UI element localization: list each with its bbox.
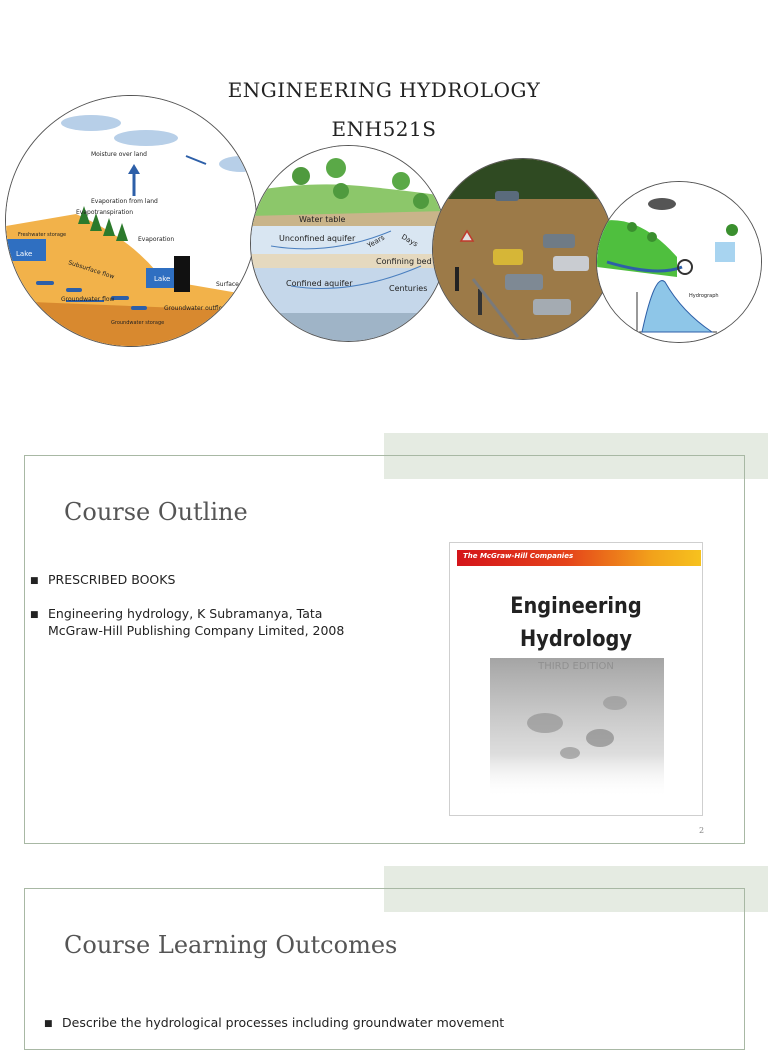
wc-groundwater-flow-label: Groundwater flow xyxy=(61,296,115,303)
list-item xyxy=(30,571,370,590)
list-item xyxy=(30,605,375,639)
title-slide xyxy=(0,0,768,400)
course-code: ENH521S xyxy=(331,117,437,141)
aq-days-label: Days xyxy=(400,232,420,249)
wc-subsurface-label: Subsurface flow xyxy=(67,259,116,281)
wc-groundwater-storage-label: Groundwater storage xyxy=(111,320,165,326)
bullet-text: Engineering hydrology, K Subramanya, Tata McGraw-Hill Publishing Company Limited, 2008 xyxy=(48,606,345,638)
aq-centuries-label: Centuries xyxy=(389,284,428,293)
learning-outcomes-heading: Course Learning Outcomes xyxy=(64,931,398,959)
bullet-text: PRESCRIBED BOOKS xyxy=(48,572,176,587)
book-title-line2: Hydrology xyxy=(520,627,632,652)
wc-lake-left-label: Lake xyxy=(16,250,33,258)
page-title: ENGINEERING HYDROLOGY xyxy=(227,78,541,102)
course-outline-heading: Course Outline xyxy=(64,498,248,526)
book-cover-image xyxy=(450,543,702,815)
bullet-text: Describe the hydrological processes including groundwater movement xyxy=(62,1015,505,1030)
aq-unconfined-label: Unconfined aquifer xyxy=(279,234,356,243)
book-cover xyxy=(449,542,703,816)
aq-water-table-label: Water table xyxy=(299,215,346,224)
hydrograph-diagram xyxy=(596,181,762,343)
aq-confining-label: Confining bed xyxy=(376,257,432,266)
wc-surface-label: Surface ou xyxy=(216,281,249,288)
flood-photo xyxy=(432,158,614,340)
bullet-icon: ■ xyxy=(30,576,39,586)
publisher-label: The McGraw-Hill Companies xyxy=(463,552,574,560)
aq-confined-label: Confined aquifer xyxy=(286,279,353,288)
wc-evapotranspiration-label: Evapotranspiration xyxy=(76,209,134,216)
hg-hydrograph-label: Hydrograph xyxy=(689,293,719,299)
wc-freshwater-label: Freshwater storage xyxy=(18,232,67,238)
wc-groundwater-outflow-label: Groundwater outflow xyxy=(164,305,228,312)
page-number: 2 xyxy=(699,826,705,835)
wc-evaporation-label: Evaporation xyxy=(138,236,175,243)
book-title-line1: Engineering xyxy=(510,594,642,619)
wc-lake-right-label: Lake xyxy=(154,275,171,283)
bullet-icon: ■ xyxy=(30,610,39,620)
aq-years-label: Years xyxy=(366,233,386,250)
bullet-icon: ■ xyxy=(44,1019,53,1029)
aquifer-diagram xyxy=(250,145,447,342)
wc-moisture-label: Moisture over land xyxy=(91,151,147,158)
wc-evap-land-label: Evaporation from land xyxy=(91,198,158,205)
